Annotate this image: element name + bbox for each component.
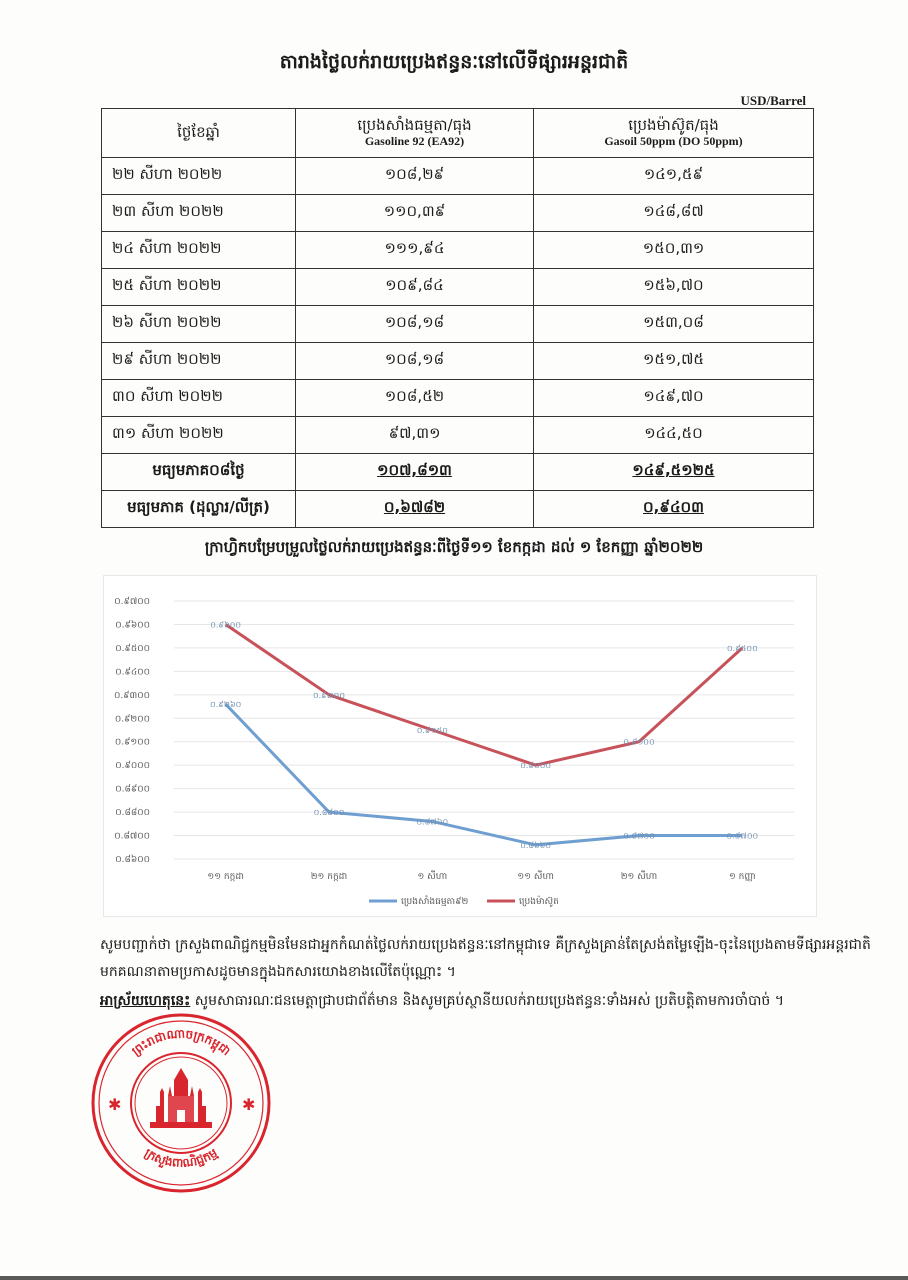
cell-gasoline: ១០៩,៨៤ — [296, 269, 534, 306]
ministry-seal — [88, 1010, 274, 1196]
cell-gasoil: ១៤៩,៧០ — [534, 380, 814, 417]
table-row — [102, 232, 814, 269]
y-tick-label: ០.៩២០០ — [114, 714, 150, 725]
y-tick-label: ០.៩០០០ — [115, 761, 150, 772]
cell-date: ២៦ សីហា ២០២២ — [102, 306, 296, 343]
price-table — [101, 108, 814, 528]
data-label: ០.៨៨០០ — [313, 808, 345, 818]
data-label: ០.៩៥០០ — [726, 643, 758, 653]
data-label: ០.៩២៦០ — [210, 700, 242, 710]
data-label: ០.៨៦៦០ — [520, 840, 552, 850]
y-tick-label: ០.៨៧០០ — [114, 831, 150, 842]
y-tick-label: ០.៨៦០០ — [115, 855, 150, 865]
header-gasoline: ប្រេងសាំងធម្មតា/ធុង Gasoline 92 (EA92) — [296, 109, 534, 158]
cell-gasoil: ១៤៤,៥០ — [534, 417, 814, 454]
data-label: ០.៨៧០០ — [623, 831, 655, 841]
data-label: ០.៩១០០ — [623, 737, 655, 747]
data-label: ០.៩០០០ — [520, 761, 552, 771]
cell-gasoline: ១០៨,១៨ — [296, 306, 534, 343]
average-litre-gasoline: ០,៦៧៨២ — [296, 491, 534, 528]
cell-gasoil: ១៥១,៧៥ — [534, 343, 814, 380]
price-chart — [103, 575, 817, 917]
table-row — [102, 380, 814, 417]
x-tick-label: ១ សីហា — [417, 872, 448, 882]
cell-date: ២៥ សីហា ២០២២ — [102, 269, 296, 306]
header-gasoline-sub: Gasoline 92 (EA92) — [364, 133, 465, 148]
cell-gasoline: ១០៨,១៨ — [296, 343, 534, 380]
y-tick-label: ០.៩៦០០ — [115, 620, 150, 631]
cell-date: ៣១ សីហា ២០២២ — [102, 417, 296, 454]
series-line — [226, 704, 743, 845]
y-tick-label: ០.៩៥០០ — [115, 643, 150, 654]
data-label: ០.៨៧០០ — [726, 831, 759, 841]
cell-date: ៣០ សីហា ២០២២ — [102, 380, 296, 417]
y-tick-label: ០.៨៩០០ — [115, 784, 150, 795]
cell-gasoline: ១០៨,២៩ — [296, 158, 534, 195]
legend-label: ប្រេងសាំងធម្មតា៩២ — [401, 897, 469, 907]
header-date: ថ្ងៃខែឆ្នាំ — [102, 109, 296, 158]
table-header-row — [102, 109, 814, 158]
table-row — [102, 195, 814, 232]
y-tick-label: ០.៩១០០ — [114, 737, 150, 748]
data-label: ០.៩១៥០ — [416, 726, 448, 735]
body-paragraph-2-lead: អាស្រ័យហេតុនេះ — [100, 993, 191, 1009]
average-litre-label: មធ្យមភាគ (ដុល្លារ/លីត្រ) — [102, 491, 296, 528]
cell-gasoline: ៩៧,៣១ — [296, 417, 534, 454]
x-tick-label: ១ កញ្ញា — [729, 872, 756, 882]
table-row — [102, 417, 814, 454]
y-tick-label: ០.៩៤០០ — [115, 667, 150, 678]
unit-label: USD/Barrel — [740, 93, 806, 108]
cell-gasoil: ១៤១,៥៩ — [534, 158, 814, 195]
cell-gasoline: ១១០,៣៩ — [296, 195, 534, 232]
cell-gasoline: ១១១,៩៤ — [296, 232, 534, 269]
price-chart-svg — [104, 576, 816, 916]
cell-gasoil: ១៥៦,៧០ — [534, 269, 814, 306]
cell-date: ២៤ សីហា ២០២២ — [102, 232, 296, 269]
legend-label: ប្រេងម៉ាស៊ូត — [519, 897, 559, 907]
cell-gasoil: ១៥៣,០៨ — [534, 306, 814, 343]
x-tick-label: ១១ កក្កដា — [207, 872, 244, 882]
seal-star-right-icon: ✱ — [242, 1095, 256, 1114]
cell-gasoil: ១៥០,៣១ — [534, 232, 814, 269]
seal-star-left-icon: ✱ — [108, 1095, 122, 1114]
cell-gasoil: ១៤៨,៨៧ — [534, 195, 814, 232]
x-tick-label: ២១ សីហា — [620, 872, 658, 882]
cell-gasoline: ១០៨,៥២ — [296, 380, 534, 417]
table-row — [102, 269, 814, 306]
average-8day-row — [102, 454, 814, 491]
cell-date: ២២ សីហា ២០២២ — [102, 158, 296, 195]
x-tick-label: ១១ សីហា — [517, 872, 554, 882]
bottom-rule — [0, 1276, 908, 1280]
body-paragraph-2-rest: សូមសាធារណៈជនមេត្តាជ្រាបជាព័ត៌មាន និងសូមគ្រប់ស្ថានីយលក់រាយប្រេងឥន្ធនៈទាំងអស់ ប្រតិបត្តិតាមការចាំបាច់ ។ — [190, 993, 784, 1009]
header-gasoil-sub: Gasoil 50ppm (DO 50ppm) — [604, 133, 743, 148]
table-row — [102, 158, 814, 195]
data-label: ០.៩៦០០ — [210, 620, 242, 630]
x-tick-label: ២១ កក្កដា — [310, 872, 348, 882]
page-title: តារាងថ្លៃលក់រាយប្រេងឥន្ធនៈនៅលើទីផ្សារអន្តរជាតិ — [279, 51, 629, 73]
table-row — [102, 343, 814, 380]
data-label: ០.៨៧៦០ — [416, 817, 449, 827]
average-8day-gasoline: ១០៧,៨១៣ — [296, 454, 534, 491]
y-tick-label: ០.៩៣០០ — [113, 690, 150, 701]
seal-bottom-text: ក្រសួងពាណិជ្ជកម្ម — [142, 1145, 220, 1171]
average-8day-gasoil: ១៤៩,៥១២៥ — [534, 454, 814, 491]
cell-date: ២៣ សីហា ២០២២ — [102, 195, 296, 232]
body-paragraph-1: សូមបញ្ជាក់ថា ក្រសួងពាណិជ្ជកម្មមិនមែនជាអ្នកកំណត់ថ្លៃលក់រាយប្រេងឥន្ធនៈនៅកម្ពុជាទេ គឺក្រសួងគ្រាន់តែស្រង់តម្លៃឡើង-ចុះនៃប្រេងតាមទីផ្សារអន្តរជាតិ មកគណនាតាមប្រកាសដូចមានក្នុងឯកសារយោងខាងលើតែប៉ុណ្ណោះ ។ — [100, 937, 871, 980]
seal-top-text: ព្រះរាជាណាចក្រកម្ពុជា — [129, 1026, 234, 1059]
data-label: ០.៩៣០០ — [312, 690, 346, 700]
header-gasoil: ប្រេងម៉ាស៊ូត/ធុង Gasoil 50ppm (DO 50ppm) — [534, 109, 814, 158]
average-litre-gasoil: ០,៩៤០៣ — [534, 491, 814, 528]
cell-date: ២៩ សីហា ២០២២ — [102, 343, 296, 380]
y-tick-label: ០.៩៧០០ — [114, 597, 150, 607]
y-tick-label: ០.៨៨០០ — [115, 808, 150, 819]
table-row — [102, 306, 814, 343]
chart-title: ក្រាហ្វិកបម្រែបម្រួលថ្លៃលក់រាយប្រេងឥន្ធនៈពីថ្ងៃទី១១ ខែកក្កដា ដល់ ១ ខែកញ្ញា ឆ្នាំ២០២២ — [204, 538, 704, 556]
seal-emblem-icon — [150, 1068, 212, 1128]
average-8day-label: មធ្យមភាគ០៨ថ្ងៃ — [102, 454, 296, 491]
average-litre-row — [102, 491, 814, 528]
